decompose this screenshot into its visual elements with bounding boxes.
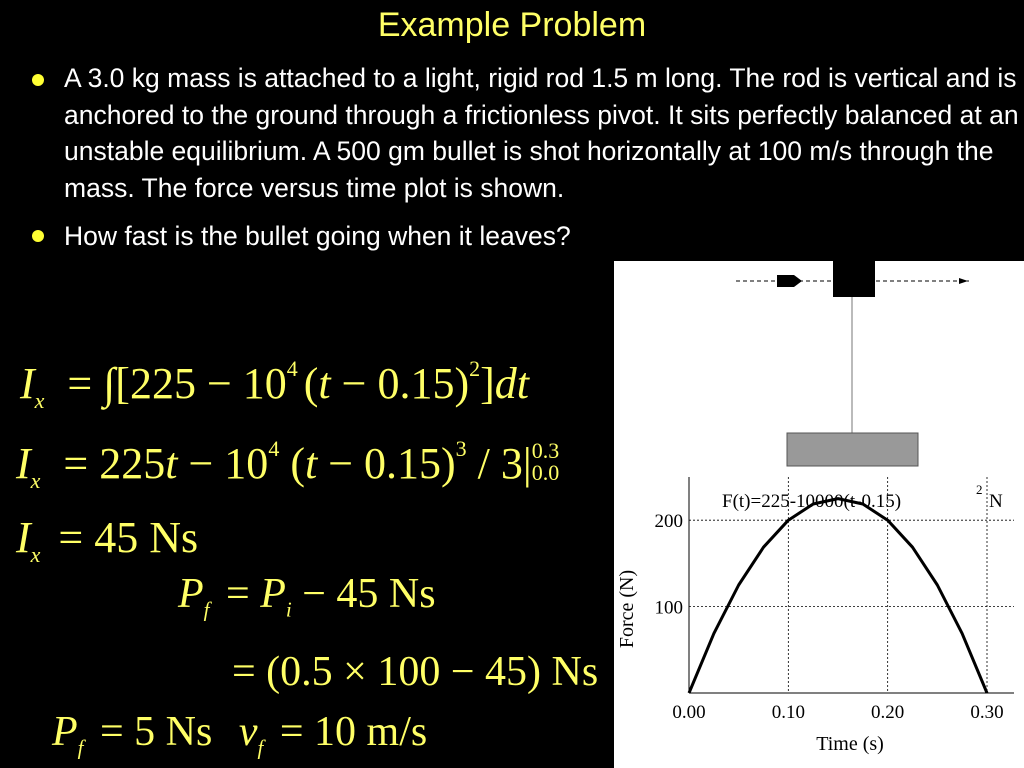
equation-final-answer: $P_f = 5$ Ns $v_f = 10$ m/s (52, 709, 428, 760)
figure-panel (614, 261, 1024, 768)
bullet-problem-text: A 3.0 kg mass is attached to a light, rigid rod 1.5 m long. The rod is vertical and is anchored to the ground through a frictionless pivot. It sits perfectly balanced at an unstable equilibrium. A 500 gm bullet is shot horizontally at 100 m/s through the mass. The force versus time plot is shown. (64, 63, 1019, 203)
series (689, 499, 987, 693)
equation-impulse-evaluated: $I_x = 225t - 10^4$ $(t - 0.15)^3 / 3|$ 0.3 0.0 (16, 436, 560, 493)
tick-labels (655, 511, 1004, 723)
y-tick-label: 200 (654, 511, 683, 533)
bullet-icon (777, 275, 802, 287)
figure-svg (614, 261, 1024, 768)
bullet-question (28, 212, 584, 260)
slide-title: Example Problem (377, 6, 647, 44)
chart-title: F(t)=225-10000(t-0.15) (722, 491, 902, 512)
equation-momentum-substitution: = (0.5 × 100 − 45) Ns (232, 649, 599, 695)
chart-title-unit: N (989, 491, 1003, 512)
equation-momentum-final: $P_f = P_i - 45$ Ns (178, 571, 436, 622)
y-axis-label: Force (N) (616, 569, 638, 649)
ground-block (787, 433, 918, 466)
mass-block (833, 261, 875, 297)
equation-impulse-result: $I_x = 45$ Ns (16, 513, 199, 567)
x-tick-label: 0.10 (771, 702, 805, 723)
x-axis-label: Time (s) (816, 733, 884, 755)
x-tick-label: 0.20 (871, 702, 905, 723)
x-tick-label: 0.00 (672, 702, 706, 723)
force-curve (689, 499, 987, 693)
x-tick-label: 0.30 (970, 702, 1004, 723)
bullet-dot-icon (32, 230, 44, 242)
y-tick-label: 100 (654, 597, 683, 619)
equation-impulse-integral: $I_x = \int[225 - 10^4$ $(t - 0.15)^2]dt$ (20, 356, 530, 413)
chart-title-exponent: 2 (976, 482, 983, 497)
bullet-problem (28, 60, 1024, 206)
force-chart (616, 477, 1014, 755)
bullet-dot-icon (32, 74, 44, 86)
bullet-exit-arrow-icon (959, 278, 968, 284)
bullet-list (28, 60, 1019, 260)
bullet-question-text: How fast is the bullet going when it leaves? (64, 221, 571, 251)
